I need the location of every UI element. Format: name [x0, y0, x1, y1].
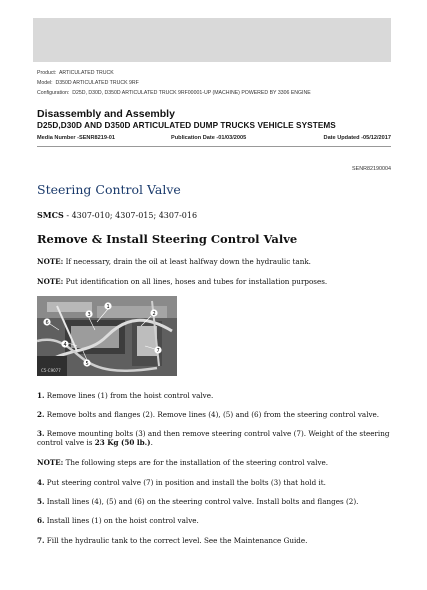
publication-date: Publication Date -01/03/2005: [171, 135, 247, 141]
configuration-line: [37, 90, 311, 96]
step-text: Fill the hydraulic tank to the correct level. See the Maintenance Guide.: [44, 536, 308, 545]
callout-label: 3: [87, 312, 91, 318]
document-subtitle: D25D,D30D AND D350D ARTICULATED DUMP TRUCKS VEHICLE SYSTEMS: [37, 121, 336, 130]
step-3: [37, 429, 393, 448]
step-7: [37, 536, 393, 545]
step-2: [37, 410, 393, 419]
callout-label: 4: [63, 342, 67, 348]
callout-label: 1: [106, 304, 110, 310]
step-4: [37, 478, 393, 487]
step-number: 7.: [37, 536, 45, 545]
model-line: [37, 80, 139, 86]
note-label: NOTE:: [37, 257, 64, 266]
step-number: 4.: [37, 478, 45, 487]
step-number: 1.: [37, 391, 45, 400]
note-identification: [37, 277, 393, 286]
smcs-codes: - 4307-010; 4307-015; 4307-016: [63, 211, 198, 220]
note-text: The following steps are for the installation of the steering control valve.: [63, 458, 329, 467]
step-number: 2.: [37, 410, 45, 419]
date-updated: Date Updated -05/12/2017: [323, 135, 391, 141]
media-number: Media Number -SENR8219-01: [37, 135, 116, 141]
product-label: Product:: [37, 70, 57, 76]
illustration-caption: C5-C9077: [41, 368, 61, 373]
step-text: Install lines (1) on the hoist control valve.: [44, 516, 199, 525]
step-text-end: .: [150, 438, 153, 448]
note-drain: [37, 257, 393, 266]
page-title: Steering Control Valve: [37, 182, 181, 197]
step-number: 6.: [37, 516, 45, 525]
step-text: Put steering control valve (7) in position and install the bolts (3) that hold it.: [44, 478, 326, 487]
step-text: Install lines (4), (5) and (6) on the steering control valve. Install bolts and flanges (2).: [44, 497, 359, 506]
document-id: SENR82190004: [352, 166, 391, 172]
note-label: NOTE:: [37, 458, 64, 467]
configuration-value: D25D, D30D, D350D ARTICULATED TRUCK 9RF00001-UP (MACHINE) POWERED BY 3306 ENGINE: [72, 90, 311, 96]
product-line: [37, 70, 114, 76]
section-title: Disassembly and Assembly: [37, 108, 175, 120]
header-divider: [37, 146, 391, 147]
step-text: Remove mounting bolts (3) and then remove steering control valve (7). Weight of the steering control valve is: [37, 429, 390, 448]
callout-label: 7: [156, 348, 160, 354]
header-banner: [33, 18, 391, 62]
step-text: Remove lines (1) from the hoist control valve.: [44, 391, 214, 400]
smcs-label: SMCS: [37, 210, 64, 220]
smcs-line: [37, 210, 197, 220]
callout-label: 2: [152, 311, 156, 317]
step-text: Remove bolts and flanges (2). Remove lines (4), (5) and (6) from the steering control valve.: [44, 410, 380, 419]
model-value: D350D ARTICULATED TRUCK 9RF: [55, 80, 139, 86]
callout-label: 5: [85, 361, 89, 367]
note-text: Put identification on all lines, hoses and tubes for installation purposes.: [63, 277, 328, 286]
step-5: [37, 497, 393, 506]
step-number: 3.: [37, 429, 45, 438]
callout-label: 6: [45, 320, 49, 326]
valve-weight: 23 Kg (50 lb.): [94, 438, 151, 448]
note-label: NOTE:: [37, 277, 64, 286]
note-install: [37, 458, 393, 467]
step-6: [37, 516, 393, 525]
product-value: ARTICULATED TRUCK: [58, 70, 114, 76]
steering-valve-illustration: [37, 296, 177, 376]
procedure-heading: Remove & Install Steering Control Valve: [37, 232, 298, 246]
step-1: [37, 391, 393, 400]
configuration-label: Configuration:: [37, 90, 70, 96]
step-number: 5.: [37, 497, 45, 506]
model-label: Model:: [37, 80, 53, 86]
note-text: If necessary, drain the oil at least halfway down the hydraulic tank.: [63, 257, 311, 266]
